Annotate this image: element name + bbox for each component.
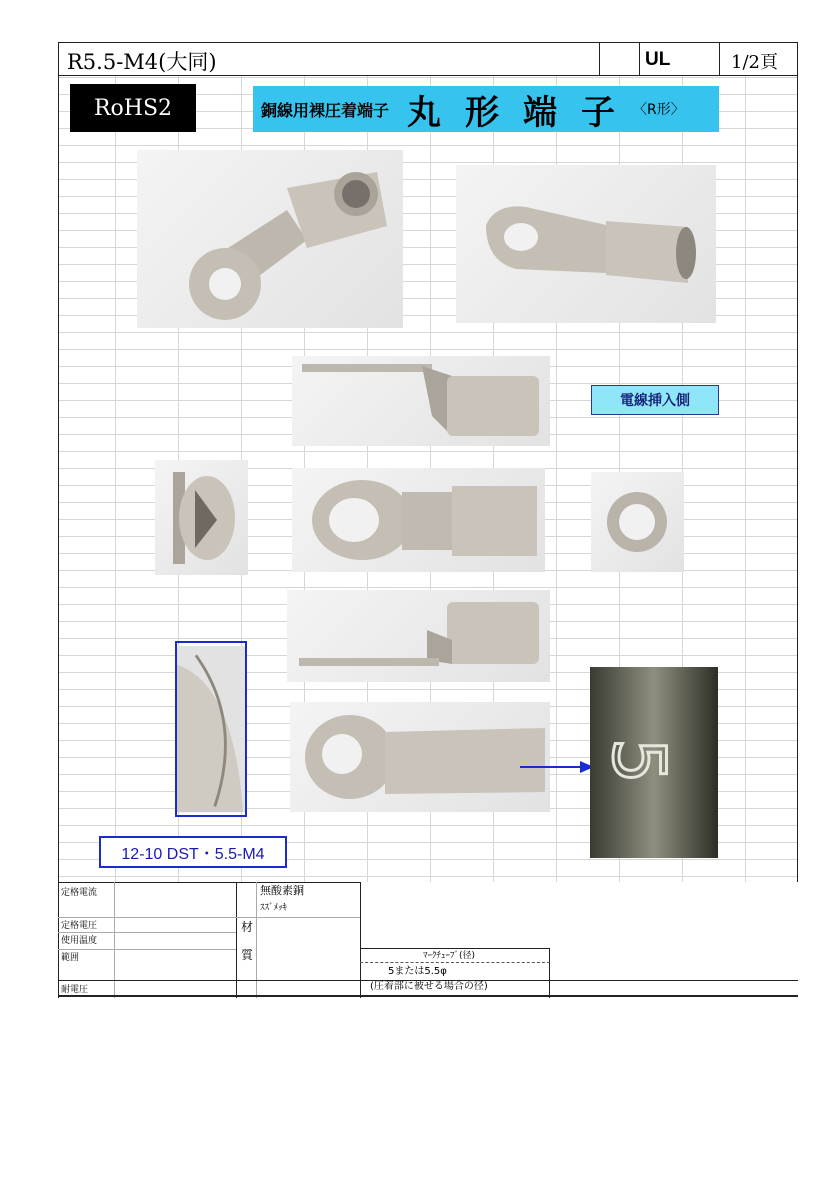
banner-type: 〈R形〉 xyxy=(633,102,685,118)
engraving-closeup-frame xyxy=(175,641,247,817)
standard-label: UL xyxy=(645,49,671,70)
terminal-photo-side-bottom xyxy=(287,590,550,682)
arrow-right-icon xyxy=(520,760,595,774)
page-number: 1/2頁 xyxy=(731,52,778,73)
spec-temp-range-2: 範囲 xyxy=(61,953,80,963)
terminal-photo-end-left xyxy=(155,460,248,575)
terminal-photo-perspective-2 xyxy=(456,165,716,323)
banner-subtitle: 銅線用裸圧着端子 xyxy=(261,100,390,120)
wire-insertion-side-label: 電線挿入側 xyxy=(591,385,719,415)
product-banner xyxy=(253,86,719,132)
banner-main-title: 丸形端子 xyxy=(407,92,640,133)
terminal-photo-marking xyxy=(290,702,550,812)
page-title: R5.5-M4(大同) xyxy=(67,50,217,74)
spec-tube-value-1: 5または5.5φ xyxy=(388,966,447,977)
spec-material-label-1: 材 xyxy=(241,920,254,934)
spec-material-label-2: 質 xyxy=(241,948,254,962)
spec-rated-voltage: 定格電圧 xyxy=(61,921,98,931)
spec-tube-header: ﾏｰｸﾁｭｰﾌﾞ(径) xyxy=(423,951,476,961)
stamp-closeup-photo xyxy=(590,667,718,858)
terminal-photo-side-top xyxy=(292,356,550,446)
terminal-photo-front xyxy=(292,468,545,572)
svg-text:5: 5 xyxy=(597,738,681,784)
spec-material-value-2: ｽｽﾞﾒｯｷ xyxy=(260,903,288,913)
spec-rated-current: 定格電流 xyxy=(61,888,98,898)
spec-temp-range-1: 使用温度 xyxy=(61,936,98,946)
terminal-photo-perspective-1 xyxy=(137,150,403,328)
spec-withstand-voltage: 耐電圧 xyxy=(61,985,89,995)
spec-tube-value-2: (圧着部に被せる場合の径) xyxy=(370,981,488,992)
header-bar xyxy=(58,42,798,76)
spec-material-value-1: 無酸素銅 xyxy=(260,884,304,897)
spec-table xyxy=(58,882,798,998)
terminal-photo-end-right xyxy=(591,472,684,572)
part-number-label: 12-10 DST・5.5-M4 xyxy=(99,836,287,868)
rohs-badge: RoHS2 xyxy=(70,84,196,132)
